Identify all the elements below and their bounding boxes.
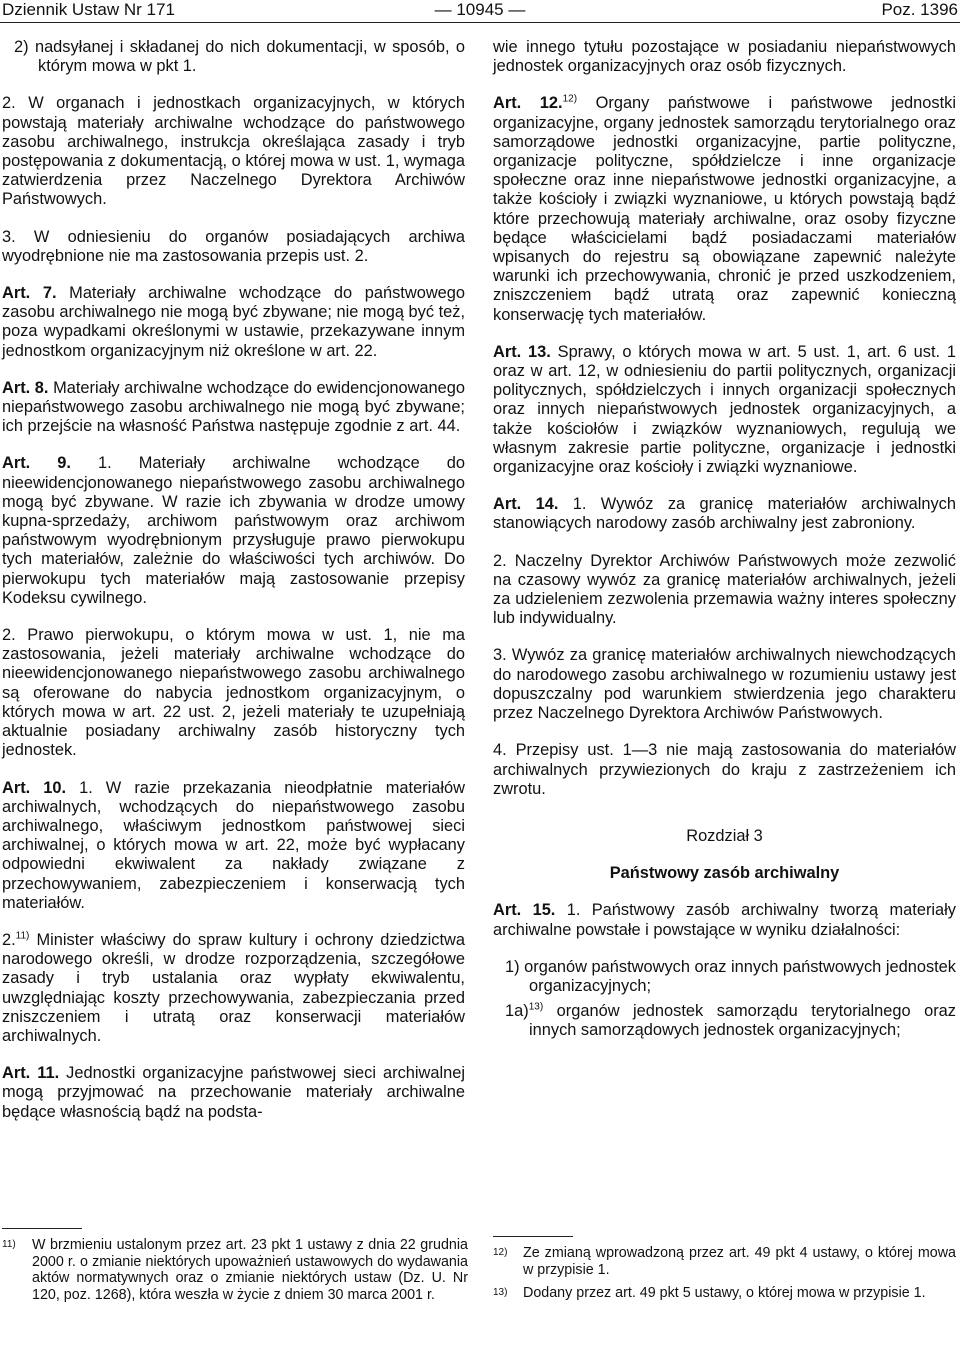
footnote-number: 13) <box>493 1287 508 1298</box>
article-text: Organy państwowe i państwowe jednostki organizacyjne, organy jednostek samorządu terytorialnego oraz samorządowe jednostki organizacyjne, partie polityczne, organizacje polityczne, spółdzielcze i inne organizacje społeczne oraz inne niepaństwowe jednostki organizacyjne, a także kościoły i związki wyznaniowe, u których powstają bądź które przechowują materiały archiwalne, oraz osoby fizyczne będące właścicielami bądź posiadaczami materiałów wpisanych do rejestru są obowiązane zapewnić należyte warunki ich przechowywania, chronić je przed uszkodzeniem, zniszczeniem bądź utratą oraz zapewnić konieczną konserwację tych materiałów. <box>493 94 956 324</box>
list-item-1: 1) organów państwowych oraz innych państwowych jednostek organizacyjnych; <box>505 957 956 995</box>
article-9 <box>2 454 465 608</box>
article-label: Art. 14. <box>493 495 559 514</box>
paragraph-text: Minister właściwy do spraw kultury i ochrony dziedzictwa narodowego określi, w drodze rozporządzenia, szczegółowe zasady i tryb ustalania oraz wypłaty ekwiwalentu, uwzględniając koszty przechowywania, zabezpieczania przed zniszczeniem i utratą oraz konserwacji materiałów archiwalnych. <box>2 930 465 1045</box>
article-text: 1. Wywóz za granicę materiałów archiwalnych stanowiących narodowy zasób archiwalny jest zabroniony. <box>493 495 956 533</box>
paragraph-ust-2: 2. W organach i jednostkach organizacyjnych, w których powstają materiały archiwalne wchodzące do państwowego zasobu archiwalnego, instrukcja określająca zasady i tryb postępowania z dokumentacją, o której mowa w ust. 1, wymaga zatwierdzenia przez Naczelnego Dyrektora Archiwów Państwowych. <box>2 94 465 209</box>
article-9-ust-2: 2. Prawo pierwokupu, o którym mowa w ust. 1, nie ma zastosowania, jeżeli materiały archiwalne wchodzące do nieewidencjonowanego niepaństwowego zasobu archiwalnego są oferowane do nabycia jednostkom organizacyjnym, o których mowa w art. 22 ust. 2, jeżeli materiały te uzupełniają aktualnie posiadany archiwalny zasób historyczny tych jednostek. <box>2 626 465 760</box>
article-label: Art. 15. <box>493 901 556 920</box>
article-text: 1. Materiały archiwalne wchodzące do nieewidencjonowanego niepaństwowego zasobu archiwalnego mogą być zbywane. W razie ich zbywania w drodze umowy kupna-sprzedaży, archiwom państwowym oraz archiwom państwowym wyodrębnionym przysługuje prawo pierwokupu tych materiałów, zależnie do właściwości tych archiwów. Do pierwokupu tych materiałów mają zastosowanie przepisy Kodeksu cywilnego. <box>2 454 466 607</box>
article-label: Art. 8. <box>2 378 49 397</box>
right-column <box>493 38 956 1047</box>
article-label: Art. 13. <box>493 342 551 361</box>
footnote-number: 12) <box>493 1247 508 1258</box>
article-11 <box>2 1064 465 1122</box>
footnote-divider <box>2 1228 82 1229</box>
footnote-11 <box>2 1237 468 1303</box>
item-number: 1a) <box>505 1002 529 1021</box>
article-label: Art. 7. <box>2 284 57 303</box>
footnote-ref-11[interactable]: 11) <box>15 930 30 942</box>
paragraph-number: 2. <box>2 930 16 949</box>
article-13 <box>493 343 956 477</box>
footnote-ref-13[interactable]: 13) <box>528 1001 544 1013</box>
article-label: Art. 9. <box>2 454 71 473</box>
article-10-ust-2 <box>2 931 465 1046</box>
chapter-title: Państwowy zasób archiwalny <box>609 864 840 883</box>
article-label: Art. 12. <box>493 94 563 113</box>
article-text: 1. W razie przekazania nieodpłatnie materiałów archiwalnych, wchodzących do niepaństwowego zasobu archiwalnego, właściwym jednostkom państwowej sieci archiwalnej, o których mowa w art. 22, może być wypłacany odpowiedni ekwiwalent za nakłady związane z przechowywaniem, zabezpieczeniem i konserwacją tych materiałów. <box>2 778 465 912</box>
chapter-heading: Rozdział 3 <box>686 826 763 845</box>
article-text: 1. Państwowy zasób archiwalny tworzą materiały archiwalne powstałe i powstające w wyniku działalności: <box>493 901 956 939</box>
left-column <box>2 38 465 1140</box>
article-label: Art. 10. <box>2 778 67 797</box>
page-header <box>0 0 960 23</box>
footnote-12 <box>493 1245 956 1278</box>
footnote-number: 11) <box>2 1239 16 1250</box>
list-item-1a <box>493 1002 956 1040</box>
article-14 <box>493 495 956 533</box>
article-label: Art. 11. <box>2 1064 60 1083</box>
article-14-ust-4: 4. Przepisy ust. 1—3 nie mają zastosowania do materiałów archiwalnych przywiezionych do kraju z zastrzeżeniem ich zwrotu. <box>493 741 956 798</box>
journal-title: Dziennik Ustaw Nr 171 <box>2 0 175 19</box>
article-11-continuation: wie innego tytułu pozostające w posiadaniu niepaństwowych jednostek organizacyjnych oraz osób fizycznych. <box>493 38 956 76</box>
footnote-text: Dodany przez art. 49 pkt 5 ustawy, o której mowa w przypisie 1. <box>523 1285 926 1301</box>
footnote-text: W brzmieniu ustalonym przez art. 23 pkt 1 ustawy z dnia 22 grudnia 2000 r. o zmianie niektórych upoważnień ustawowych do wydawania aktów normatywnych oraz o zmianie niektórych ustaw (Dz. U. Nr 120, poz. 1268), która weszła w życie z dniem 30 marca 2001 r. <box>32 1237 468 1303</box>
article-10 <box>2 779 465 913</box>
article-text: Materiały archiwalne wchodzące do państwowego zasobu archiwalnego nie mogą być zbywane; nie mogą być też, poza wypadkami określonymi w ustawie, przekazywane innym jednostkom organizacyjnym niż określone w art. 22. <box>2 284 465 360</box>
page-number: — 10945 — <box>434 0 526 19</box>
article-15 <box>493 901 956 939</box>
footnote-text: Ze zmianą wprowadzoną przez art. 49 pkt 4 ustawy, o której mowa w przypisie 1. <box>523 1245 956 1278</box>
article-12 <box>493 94 956 324</box>
article-8 <box>2 379 465 437</box>
article-text: Jednostki organizacyjne państwowej sieci archiwalnej mogą przyjmować na przechowanie materiały archiwalne będące własnością bądź na podsta- <box>2 1064 465 1121</box>
footnote-divider <box>493 1236 573 1237</box>
list-item-2: 2) nadsyłanej i składanej do nich dokumentacji, w sposób, o którym mowa w pkt 1. <box>14 38 465 76</box>
article-14-ust-3: 3. Wywóz za granicę materiałów archiwalnych niewchodzących do narodowego zasobu archiwalnego w rozumieniu ustawy jest dopuszczalny pod warunkiem stwierdzenia jego charakteru przez Naczelnego Dyrektora Archiwów Państwowych. <box>493 646 956 723</box>
article-7 <box>2 284 465 361</box>
article-14-ust-2: 2. Naczelny Dyrektor Archiwów Państwowych może zezwolić na czasowy wywóz za granicę materiałów archiwalnych, jeżeli za udzieleniem zezwolenia przemawia ważny interes społeczny lub indywidualny. <box>493 551 956 628</box>
footnote-13 <box>493 1285 956 1302</box>
footnote-ref-12[interactable]: 12) <box>562 93 578 105</box>
item-text: organów jednostek samorządu terytorialnego oraz innych samorządowych jednostek organizacyjnych; <box>529 1002 956 1040</box>
article-text: Sprawy, o których mowa w art. 5 ust. 1, art. 6 ust. 1 oraz w art. 12, w odniesieniu do partii politycznych, organizacji politycznych, spółdzielczych i innych organizacji społecznych oraz innych niepaństwowych jednostek organizacyjnych, a także kościołów i związków wyznaniowych, regulują we własnym zakresie partie polityczne, organizacje i jednostki organizacyjne oraz kościoły i związki wyznaniowe. <box>493 342 956 477</box>
paragraph-ust-3: 3. W odniesieniu do organów posiadających archiwa wyodrębnione nie ma zastosowania przepis ust. 2. <box>2 227 465 265</box>
position-number: Poz. 1396 <box>881 0 958 19</box>
article-text: Materiały archiwalne wchodzące do ewidencjonowanego niepaństwowego zasobu archiwalnego nie mogą być zbywane; ich przejście na własność Państwa następuje zgodnie z art. 44. <box>2 378 465 436</box>
